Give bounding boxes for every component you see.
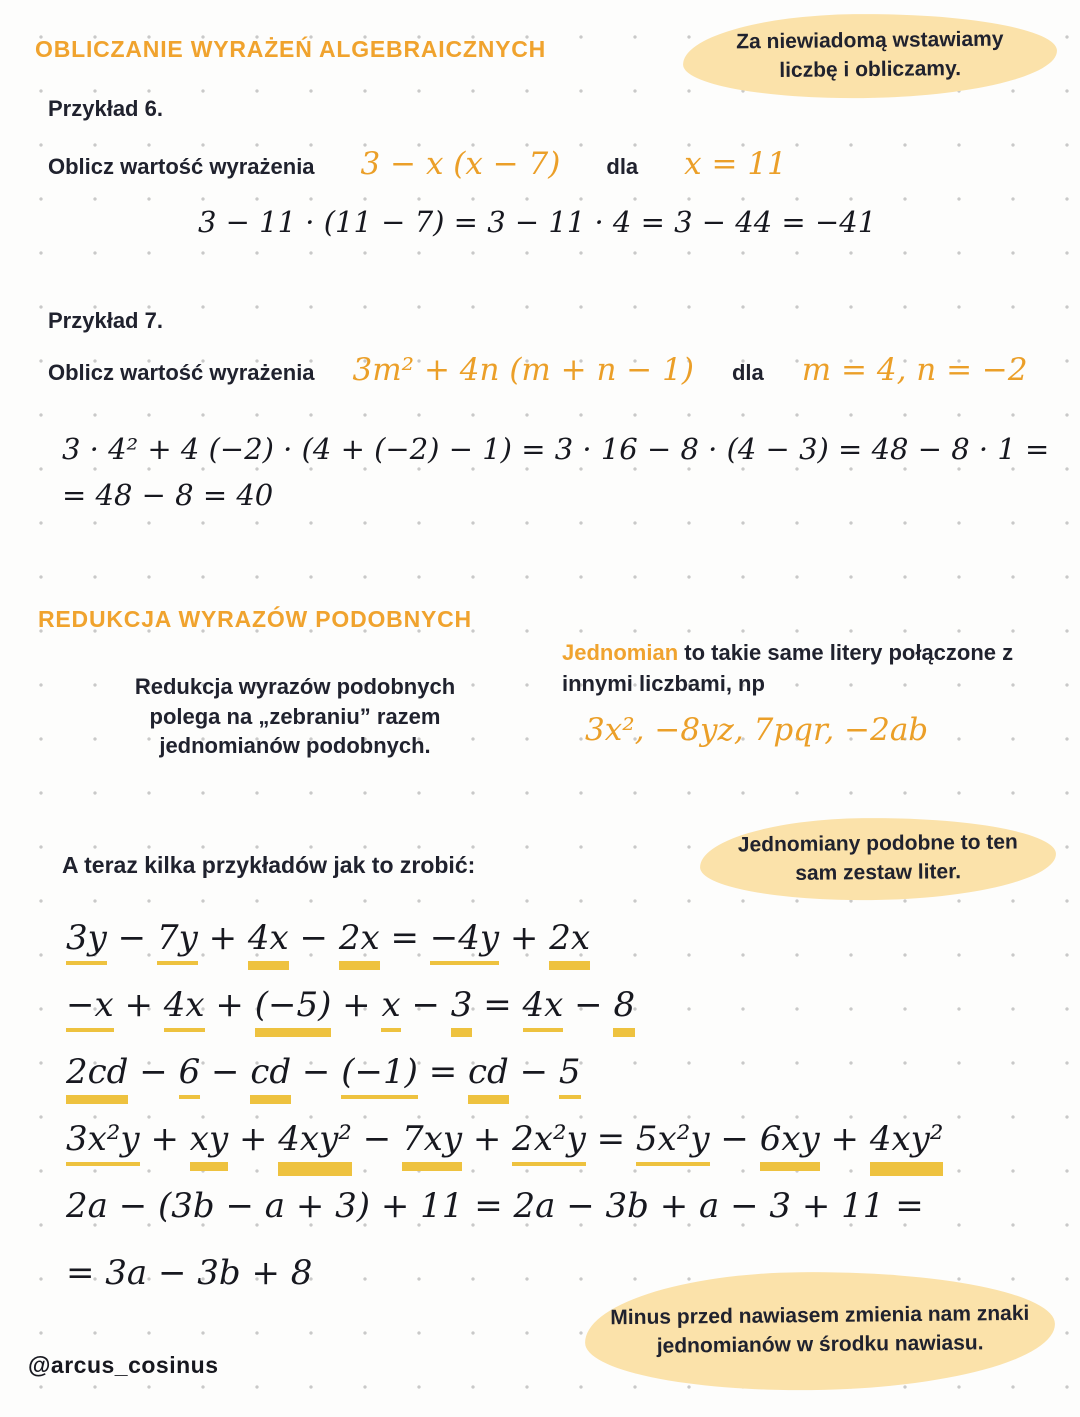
jednomian-explanation: [562, 638, 1032, 700]
reduction-term-underlined: 2x: [549, 918, 590, 961]
reduction-definition-line3: jednomianów podobnych.: [159, 733, 431, 759]
reduction-term-underlined: 5: [559, 1052, 581, 1095]
reduction-line: [66, 1119, 943, 1159]
reduction-term: +: [113, 985, 164, 1025]
reduction-term-underlined: x: [381, 985, 400, 1028]
jednomian-rest: to takie same litery połączone z innymi liczbami, np: [562, 640, 1014, 696]
reduction-term-underlined: 4x: [164, 985, 205, 1028]
example7-value: m = 4, n = −2: [801, 352, 1028, 388]
note-substitute-text: Za niewiadomą wstawiamy liczbę i obliczamy.: [736, 27, 1004, 82]
reduction-term-underlined: xy: [190, 1119, 228, 1162]
reduction-definition-line1: Redukcja wyrazów podobnych: [134, 674, 456, 699]
jednomian-term: Jednomian: [562, 640, 679, 665]
reduction-term-underlined: (−5): [255, 985, 332, 1028]
reduction-term-underlined: 3: [451, 985, 473, 1028]
example6-expression: 3 − x (x − 7): [360, 146, 561, 182]
reduction-term: +: [228, 1119, 279, 1159]
reduction-term-underlined: 7xy: [402, 1119, 462, 1162]
example7-statement: [48, 352, 1028, 388]
reduction-term-underlined: 4x: [248, 918, 289, 961]
example7-label: Przykład 7.: [48, 308, 163, 333]
reduction-term: +: [197, 918, 248, 958]
reduction-term-underlined: 2cd: [66, 1052, 128, 1095]
example7-solution-line1: 3 · 4² + 4 (−2) · (4 + (−2) − 1) = 3 · 16 − 8 · (4 − 3) = 48 − 8 · 1 =: [62, 432, 1050, 466]
example7-dla: dla: [731, 360, 764, 385]
reduction-term: −: [106, 918, 157, 958]
reduction-term-underlined: −4y: [430, 918, 499, 961]
reduction-line: [66, 985, 943, 1025]
section1-title: OBLICZANIE WYRAŻEŃ ALGEBRAICZNYCH: [35, 36, 547, 62]
reduction-term-underlined: −x: [66, 985, 114, 1028]
reduction-term-underlined: (−1): [341, 1052, 418, 1095]
reduction-definition: [80, 672, 510, 761]
reduction-term-underlined: cd: [468, 1052, 509, 1095]
reduction-term-underlined: cd: [250, 1052, 291, 1095]
section2-title: REDUKCJA WYRAZÓW PODOBNYCH: [38, 606, 472, 632]
reduction-term-underlined: 4xy²: [278, 1119, 352, 1162]
example7-expression: 3m² + 4n (m + n − 1): [352, 352, 694, 388]
reduction-lines: [66, 918, 943, 1320]
reduction-term: −: [128, 1052, 179, 1092]
reduction-term-underlined: 7y: [157, 918, 198, 961]
reduction-term-underlined: 4xy²: [870, 1119, 944, 1162]
example6-statement: [48, 146, 787, 182]
jednomian-examples: 3x², −8yz, 7pqr, −2ab: [585, 712, 929, 748]
author-handle: @arcus_cosinus: [28, 1352, 219, 1378]
note-similar-blob: [700, 816, 1057, 902]
reduction-term: −: [563, 985, 614, 1025]
example7-prompt: Oblicz wartość wyrażenia: [48, 360, 315, 385]
reduction-term-underlined: 8: [613, 985, 635, 1028]
reduction-term: =: [379, 918, 430, 958]
reduction-line: [66, 1052, 943, 1092]
reduction-term: +: [819, 1119, 870, 1159]
example6-value: x = 11: [684, 146, 787, 182]
reduction-term-underlined: 2x²y: [512, 1119, 586, 1162]
reduction-term: =: [417, 1052, 468, 1092]
note-similar-text: Jednomiany podobne to ten sam zestaw liter.: [737, 830, 1018, 885]
reduction-term: 2a − (3b − a + 3) + 11 = 2a − 3b + a − 3 + 11 =: [66, 1186, 924, 1226]
example6-label: Przykład 6.: [48, 96, 163, 121]
note-substitute-blob: [683, 12, 1058, 100]
examples-intro: A teraz kilka przykładów jak to zrobić:: [62, 852, 476, 878]
reduction-term-underlined: 6xy: [760, 1119, 820, 1162]
reduction-term: −: [291, 1052, 342, 1092]
reduction-term: −: [508, 1052, 559, 1092]
reduction-term: −: [709, 1119, 760, 1159]
reduction-term: +: [331, 985, 382, 1025]
note-minus-text: Minus przed nawiasem zmienia nam znaki jednomianów w środku nawiasu.: [610, 1301, 1030, 1358]
reduction-term: +: [204, 985, 255, 1025]
reduction-term-underlined: 5x²y: [636, 1119, 710, 1162]
reduction-term: +: [139, 1119, 190, 1159]
reduction-term: −: [400, 985, 451, 1025]
reduction-term: +: [462, 1119, 513, 1159]
reduction-line: [66, 1186, 943, 1226]
example7-solution-line2: = 48 − 8 = 40: [62, 478, 274, 512]
reduction-term-underlined: 6: [179, 1052, 201, 1095]
reduction-term: −: [288, 918, 339, 958]
reduction-term-underlined: 2x: [339, 918, 380, 961]
reduction-term: −: [351, 1119, 403, 1159]
reduction-definition-line2: polega na „zebraniu” razem: [149, 703, 441, 729]
reduction-term-underlined: 3x²y: [66, 1119, 140, 1162]
reduction-term-underlined: 3y: [66, 918, 107, 961]
reduction-term-underlined: 4x: [523, 985, 564, 1028]
reduction-term: −: [200, 1052, 251, 1092]
reduction-line: [66, 918, 943, 958]
reduction-term: = 3a − 3b + 8: [66, 1253, 313, 1293]
reduction-term: +: [499, 918, 550, 958]
example6-solution: 3 − 11 · (11 − 7) = 3 − 11 · 4 = 3 − 44 = −41: [198, 205, 877, 239]
example6-prompt: Oblicz wartość wyrażenia: [48, 154, 315, 179]
reduction-term: =: [585, 1119, 636, 1159]
example6-dla: dla: [606, 154, 639, 179]
reduction-term: =: [472, 985, 523, 1025]
